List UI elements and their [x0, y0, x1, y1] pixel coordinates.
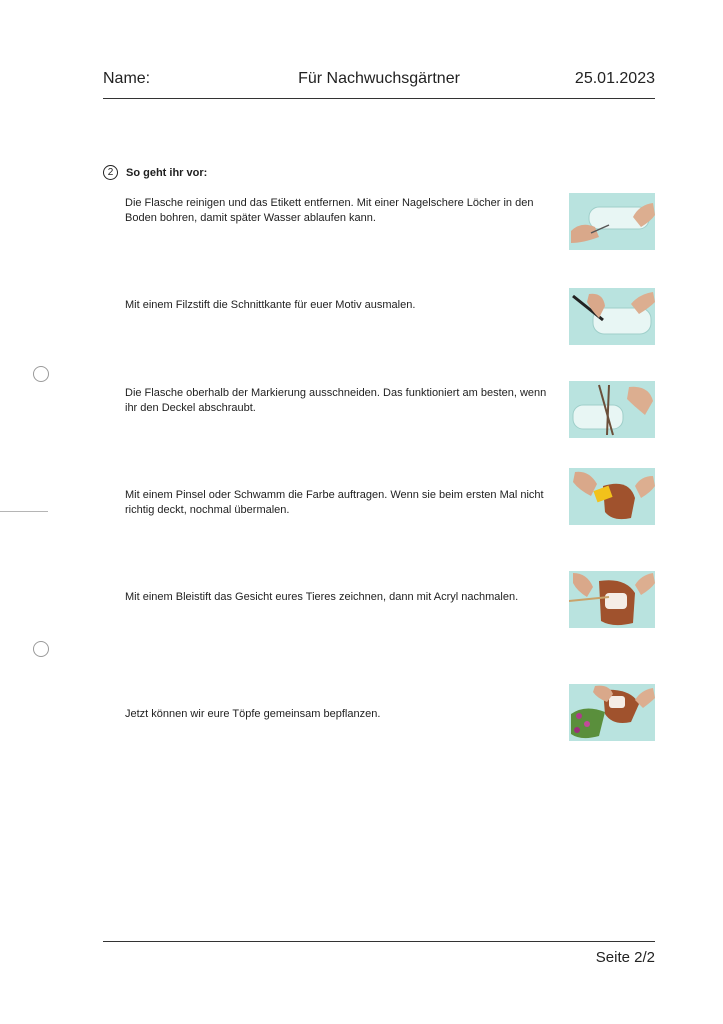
- planted-pot-photo: [569, 684, 655, 741]
- step-text: Mit einem Pinsel oder Schwamm die Farbe auftragen. Wenn sie beim ersten Mal nicht richtig deckt, nochmal übermalen.: [125, 489, 544, 516]
- page-number: Seite 2/2: [595, 949, 655, 966]
- step-text: Jetzt können wir eure Töpfe gemeinsam bepflanzen.: [125, 708, 381, 720]
- section-heading: [103, 165, 207, 180]
- bottle-scissors-photo: [569, 193, 655, 250]
- section-number: 2: [103, 165, 118, 180]
- step-text: Die Flasche oberhalb der Markierung ausschneiden. Das funktioniert am besten, wenn ihr den Deckel abschraubt.: [125, 387, 547, 414]
- fold-mark: [0, 511, 48, 512]
- step-text: Die Flasche reinigen und das Etikett entfernen. Mit einer Nagelschere Löcher in den Boden bohren, damit später Wasser ablaufen kann.: [125, 197, 534, 224]
- worksheet-date: 25.01.2023: [574, 70, 655, 87]
- felt-pen-marking-photo: [569, 288, 655, 345]
- sponge-painting-photo: [569, 468, 655, 525]
- step-text: Mit einem Filzstift die Schnittkante für euer Motiv ausmalen.: [125, 299, 416, 311]
- page-header: [103, 70, 655, 99]
- punch-hole-bottom: [33, 641, 49, 657]
- drawing-face-photo: [569, 571, 655, 628]
- cutting-bottle-photo: [569, 381, 655, 438]
- name-label: Name:: [103, 70, 151, 87]
- step-text: Mit einem Bleistift das Gesicht eures Tieres zeichnen, dann mit Acryl nachmalen.: [125, 591, 519, 603]
- worksheet-title: Für Nachwuchsgärtner: [298, 70, 460, 87]
- section-title: So geht ihr vor:: [126, 166, 208, 179]
- punch-hole-top: [33, 366, 49, 382]
- page-footer: [103, 941, 655, 966]
